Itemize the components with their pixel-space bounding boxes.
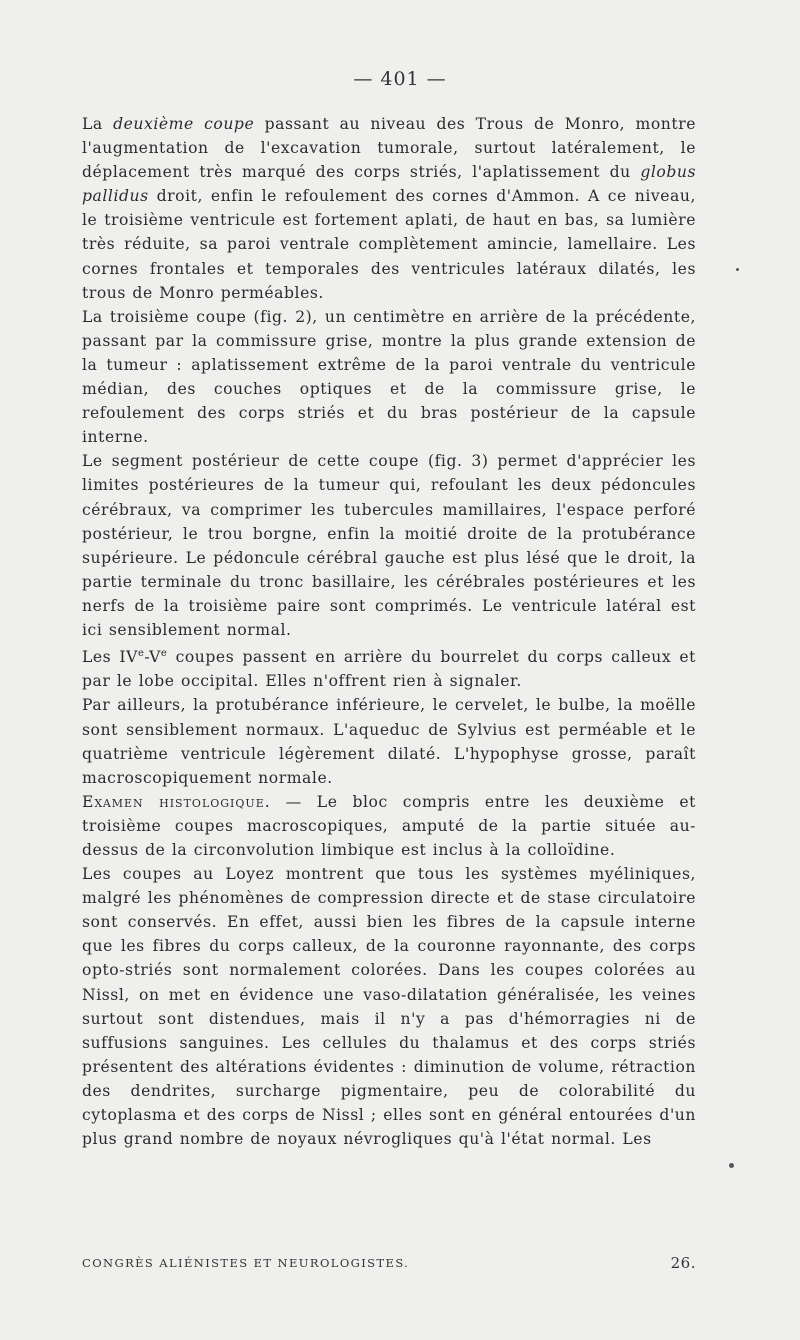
text-run: La [82,115,114,133]
text-run: coupes passent en arrière du bourrelet du corps calleux et par le lobe occipital. Elles n'offrent rien à signaler. [82,648,696,691]
paragraph-2: La troisième coupe (fig. 2), un centimètre en arrière de la précédente, passant par la commissure grise, montre la plus grande extension de la tumeur : aplatissement extrême de la paroi ventrale du ventricule médian, des couches optiques et de la commissure grise, le refoulement des corps striés et du bras postérieur de la capsule interne. [82,307,696,447]
paragraph-4 [82,642,696,693]
scan-speck [729,1163,734,1168]
superscript: e [160,648,168,660]
italic-term: globus pallidus [82,163,696,206]
page-footer [82,1256,696,1270]
text-run: — Le bloc compris entre les deuxième et troisième coupes macroscopiques, amputé de la partie située au-dessus de la circonvolution limbique est inclus à la colloïdine. [82,792,697,859]
superscript: e [137,648,145,660]
paragraph-7: Les coupes au Loyez montrent que tous les systèmes myéliniques, malgré les phénomènes de compression directe et de stase circulatoire sont conservés. En effet, aussi bien les fibres de la capsule interne que les fibres du corps calleux, de la couronne rayonnante, des corps opto-striés sont normalement colorées. Dans les coupes colorées au Nissl, on met en évidence une vaso-dilatation généralisée, les veines surtout sont distendues, mais il n'y a pas d'hémorragies ni de suffusions sanguines. Les cellules du thalamus et des corps striés présentent des altérations évidentes : diminution de volume, rétraction des dendrites, surcharge pigmentaire, peu de colorabilité du cytoplasma et des corps de Nissl ; elles sont en général entourées d'un plus grand nombre de noyaux névrogliques qu'à l'état normal. Les [82,865,696,1149]
page-number: — 401 — [353,68,447,90]
text-run: Les IV [82,648,138,667]
paragraph-6 [82,790,696,862]
paragraph-1 [82,112,696,305]
scan-speck [736,268,739,271]
paragraph-3: Le segment postérieur de cette coupe (fig. 3) permet d'apprécier les limites postérieures de la tumeur qui, refoulant les deux pédoncules cérébraux, va comprimer les tubercules mamillaires, l'espace perforé postérieur, le trou borgne, enfin la moitié droite de la protubérance supérieure. Le pédoncule cérébral gauche est plus lésé que le droit, la partie terminale du tronc basillaire, les cérébrales postérieures et les nerfs de la troisième paire sont comprimés. Le ventricule latéral est ici sensiblement normal. [82,452,696,639]
footer-title: CONGRÈS ALIÉNISTES ET NEUROLOGISTES. [82,1256,410,1270]
text-run: -V [144,648,161,667]
text-run: passant au niveau des Trous de Monro, montre l'augmentation de l'excavation tumorale, surtout latéralement, le déplacement très marqué des corps striés, l'aplatissement du [82,115,696,182]
body-text [82,112,696,1151]
text-run: droit, enfin le refoulement des cornes d'Ammon. A ce niveau, le troisième ventricule est fortement aplati, de haut en bas, sa lumière très réduite, sa paroi ventrale complètement amincie, lamellaire. Les cornes frontales et temporales des ventricules latéraux dilatés, les trous de Monro perméables. [82,187,696,302]
paragraph-5: Par ailleurs, la protubérance inférieure, le cervelet, le bulbe, la moëlle sont sensiblement normaux. L'aqueduc de Sylvius est perméable et le quatrième ventricule légèrement dilaté. L'hypophyse grosse, paraît macroscopiquement normale. [82,696,696,787]
signature-mark: 26. [670,1254,696,1272]
italic-term: deuxième coupe [113,115,255,133]
section-heading: Examen histologique. [82,792,271,811]
